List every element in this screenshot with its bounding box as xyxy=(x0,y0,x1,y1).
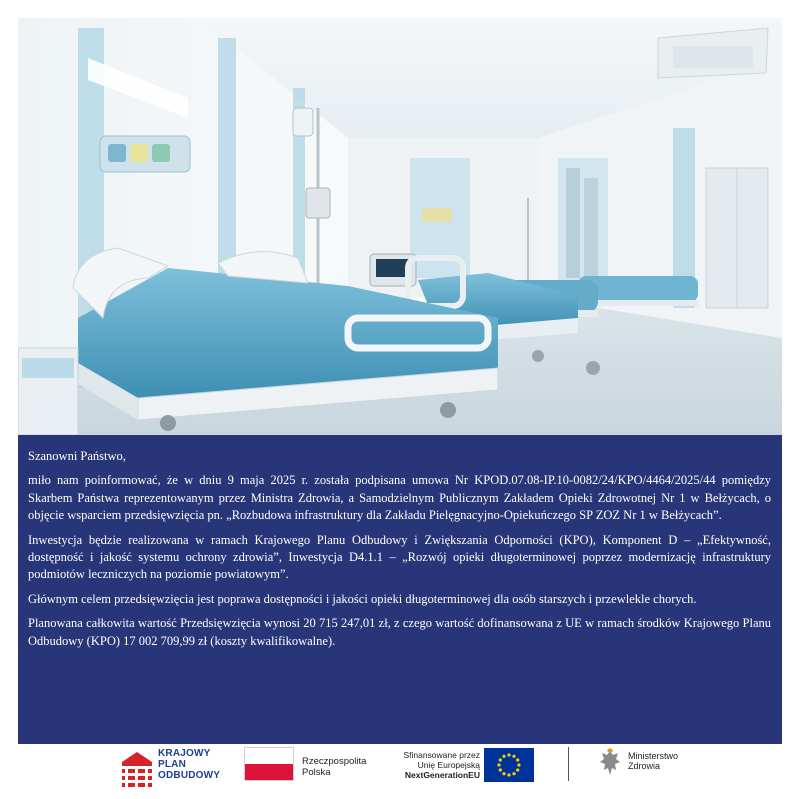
kpo-line1: KRAJOWY xyxy=(158,748,211,759)
eu-wordmark xyxy=(392,750,480,780)
kpo-line3: ODBUDOWY xyxy=(158,770,221,781)
paragraph-value: Planowana całkowita wartość Przedsięwzięcia wynosi 20 715 247,01 zł, z czego wartość dofinansowana z UE w ramach środków Krajowego Planu Odbudowy (KPO) 17 002 709,99 zł (koszty kwalifikowalne). xyxy=(28,616,771,648)
eu-funding-logo xyxy=(392,748,542,788)
eu-line3: NextGenerationEU xyxy=(404,770,480,780)
logo-divider xyxy=(568,747,569,781)
polish-flag-icon xyxy=(244,747,294,781)
eu-line2: Unię Europejską xyxy=(417,760,480,770)
kpo-line2: PLAN xyxy=(158,759,187,770)
kpo-emblem-icon xyxy=(120,750,154,790)
rzeczpospolita-logo xyxy=(244,747,374,787)
announcement-panel xyxy=(18,435,782,744)
rp-line2: Polska xyxy=(302,767,331,778)
funding-logos xyxy=(0,744,812,799)
ministerstwo-zdrowia-logo xyxy=(598,748,698,788)
eu-line1: Sfinansowane przez xyxy=(403,750,480,760)
paragraph-agreement: miło nam poinformować, że w dniu 9 maja 2025 r. została podpisana umowa Nr KPOD.07.08-IP.10-0082/24/KPO/4464/2025/44 pomiędzy Skarbem Państwa reprezentowanym przez Ministra Zdrowia, a Samodzielnym Publicznym Zakładem Opieki Zdrowotnej Nr 1 w Bełżycach, o objęcie wsparciem przedsięwzięcia pn. „Rozbudowa infrastruktury dla Zakładu Pielęgnacyjno-Opiekuńczego SP ZOZ Nr 1 w Bełżycach”. xyxy=(28,473,771,523)
paragraph-investment: Inwestycja będzie realizowana w ramach Krajowego Planu Odbudowy i Zwiększania Odporności (KPO), Komponent D – „Efektywność, dostępność i jakość systemu ochrony zdrowia”, Inwestycja D4.1.1 – „Rozwój opieki długoterminowej poprzez modernizację infrastruktury podmiotów leczniczych na poziomie powiatowym”. xyxy=(28,532,771,582)
mz-line2: Zdrowia xyxy=(628,761,661,771)
hospital-ward-illustration xyxy=(18,18,782,435)
kpo-logo xyxy=(120,748,230,792)
kpo-wordmark xyxy=(158,748,220,781)
rp-wordmark xyxy=(302,756,366,778)
greeting: Szanowni Państwo, xyxy=(28,449,126,463)
eagle-emblem-icon xyxy=(598,748,622,778)
mz-line1: Ministerstwo xyxy=(628,751,679,761)
rp-line1: Rzeczpospolita xyxy=(302,756,367,767)
paragraph-goal: Głównym celem przedsięwzięcia jest poprawa dostępności i jakości opieki długoterminowej dla osób starszych i przewlekle chorych. xyxy=(28,591,697,606)
eu-flag-icon xyxy=(484,748,534,782)
mz-wordmark xyxy=(628,751,678,771)
hospital-ward-photo xyxy=(18,18,782,435)
